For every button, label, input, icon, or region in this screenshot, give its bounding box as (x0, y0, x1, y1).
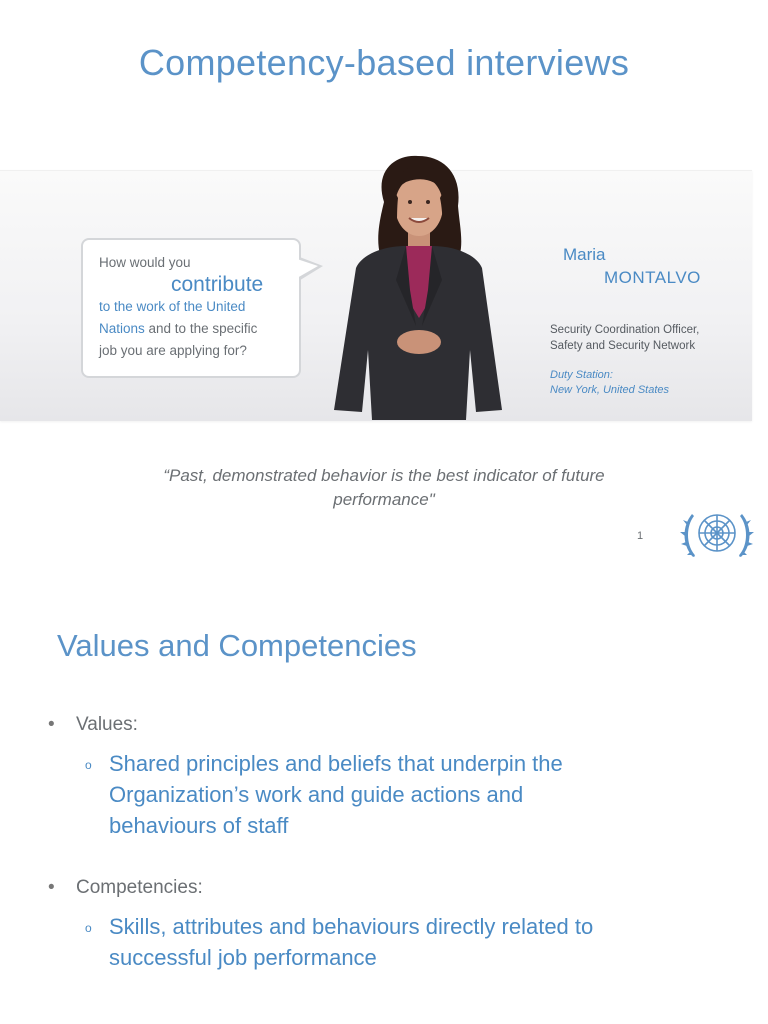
person-last-name: MONTALVO (604, 268, 701, 287)
speech-bubble-tail-fill (297, 259, 318, 278)
sub-bullet-line-3: behaviours of staff (109, 813, 289, 838)
bullet-competencies (48, 877, 203, 899)
un-emblem-icon (676, 500, 758, 570)
quote (84, 464, 684, 512)
bullet-dot: • (48, 714, 55, 735)
slide-title: Competency-based interviews (138, 42, 630, 83)
person-first-name: Maria (563, 245, 606, 264)
sub-bullet-competencies (85, 911, 725, 973)
bubble-line-3: to the work of the United (99, 299, 246, 314)
sub-bullet-line-1: Skills, attributes and behaviours directly related to (109, 914, 594, 939)
bubble-line-1: How would you (99, 255, 191, 270)
bubble-line-5: job you are applying for? (99, 343, 247, 358)
bullet-dot: • (48, 877, 55, 898)
speech-bubble (81, 238, 301, 378)
duty-label: Duty Station: (550, 369, 613, 381)
sub-bullet-values (85, 748, 725, 841)
person-role (550, 322, 699, 354)
bubble-line-4: and to the specific (144, 321, 258, 336)
person-photo (326, 150, 506, 420)
quote-line-2: performance" (333, 490, 435, 509)
duty-station (550, 368, 669, 398)
sub-bullet-line-1: Shared principles and beliefs that underpin the (109, 751, 563, 776)
sub-bullet-line-2: successful job performance (109, 945, 377, 970)
bullet-label: Values: (76, 714, 138, 735)
bullet-values (48, 714, 138, 736)
role-line-1: Security Coordination Officer, (550, 324, 700, 336)
quote-line-1: “Past, demonstrated behavior is the best indicator of future (163, 466, 605, 485)
slide-2 (0, 600, 768, 1024)
sub-bullet-marker: o (85, 921, 92, 935)
slide-title: Values and Competencies (57, 628, 417, 663)
role-line-2: Safety and Security Network (550, 340, 696, 352)
duty-value: New York, United States (550, 384, 670, 396)
page-number: 1 (637, 530, 644, 542)
bullet-label: Competencies: (76, 877, 203, 898)
sub-bullet-marker: o (85, 758, 92, 772)
bubble-line-4-highlight: Nations (99, 321, 145, 336)
bubble-highlight-word: contribute (171, 273, 264, 296)
sub-bullet-line-2: Organization’s work and guide actions and (109, 782, 524, 807)
